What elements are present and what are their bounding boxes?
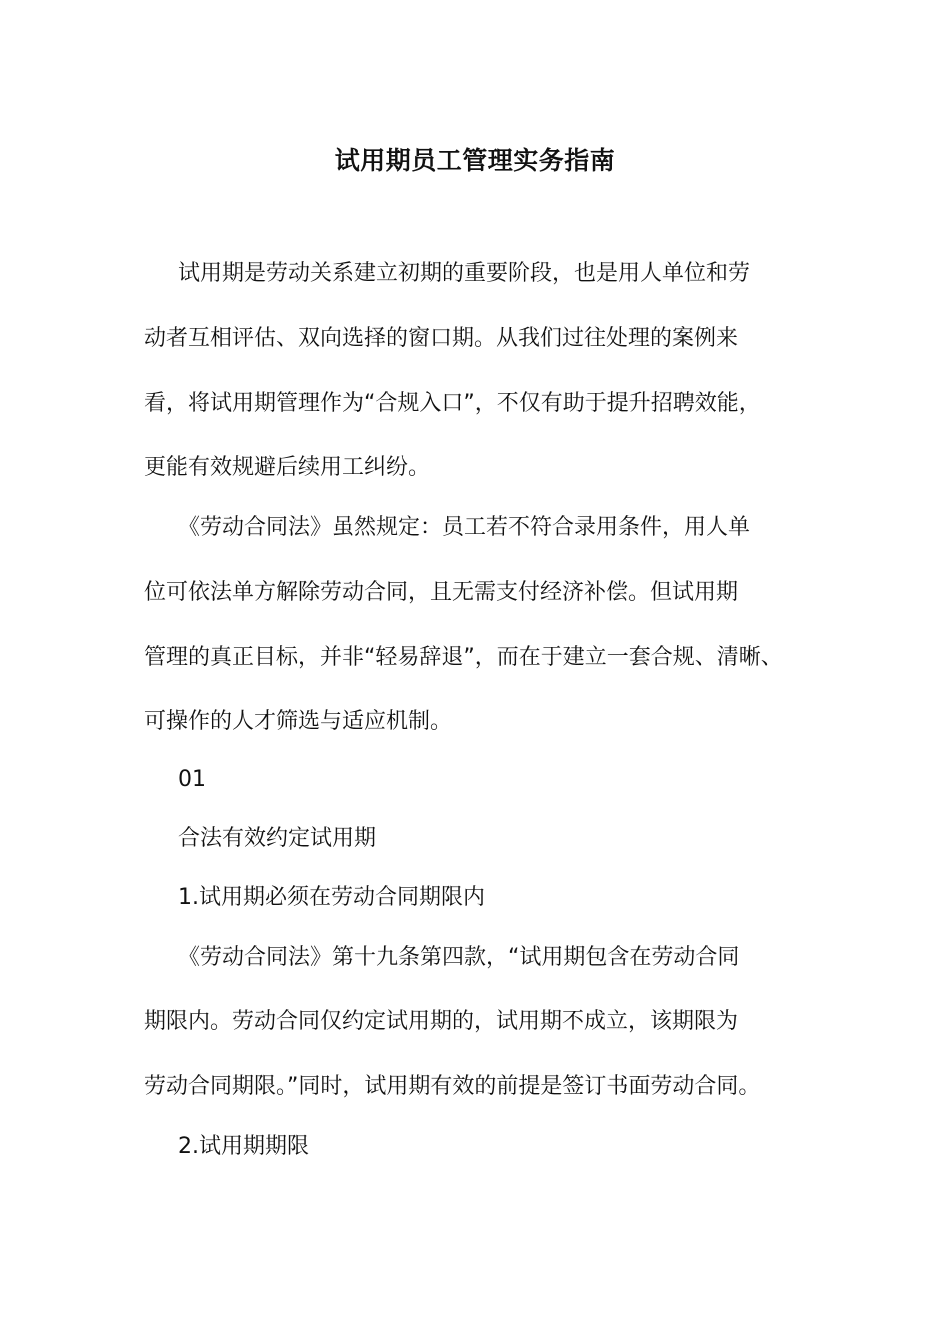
section-heading: 合法有效约定试用期 (178, 826, 377, 851)
subsection-heading: 1.试用期必须在劳动合同期限内 (178, 885, 485, 910)
paragraph-line: 更能有效规避后续用工纠纷。 (144, 455, 431, 480)
paragraph-line: 可操作的人才筛选与适应机制。 (144, 709, 453, 734)
paragraph-line: 《劳动合同法》虽然规定：员工若不符合录用条件，用人单 (178, 515, 751, 540)
paragraph-line: 劳动合同期限。”同时，试用期有效的前提是签订书面劳动合同。 (144, 1074, 761, 1099)
section-number: 01 (178, 767, 206, 792)
paragraph-line: 位可依法单方解除劳动合同，且无需支付经济补偿。但试用期 (144, 580, 739, 605)
paragraph-line: 管理的真正目标，并非“轻易辞退”，而在于建立一套合规、清晰、 (144, 645, 783, 670)
paragraph-line: 试用期是劳动关系建立初期的重要阶段，也是用人单位和劳 (178, 261, 751, 286)
subsection-heading: 2.试用期期限 (178, 1134, 309, 1159)
paragraph-line: 动者互相评估、双向选择的窗口期。从我们过往处理的案例来 (144, 326, 739, 351)
document-title: 试用期员工管理实务指南 (334, 146, 616, 175)
paragraph-line: 《劳动合同法》第十九条第四款，“试用期包含在劳动合同 (178, 945, 740, 970)
paragraph-line: 期限内。劳动合同仅约定试用期的，试用期不成立，该期限为 (144, 1009, 739, 1034)
paragraph-line: 看，将试用期管理作为“合规入口”，不仅有助于提升招聘效能， (144, 391, 761, 416)
